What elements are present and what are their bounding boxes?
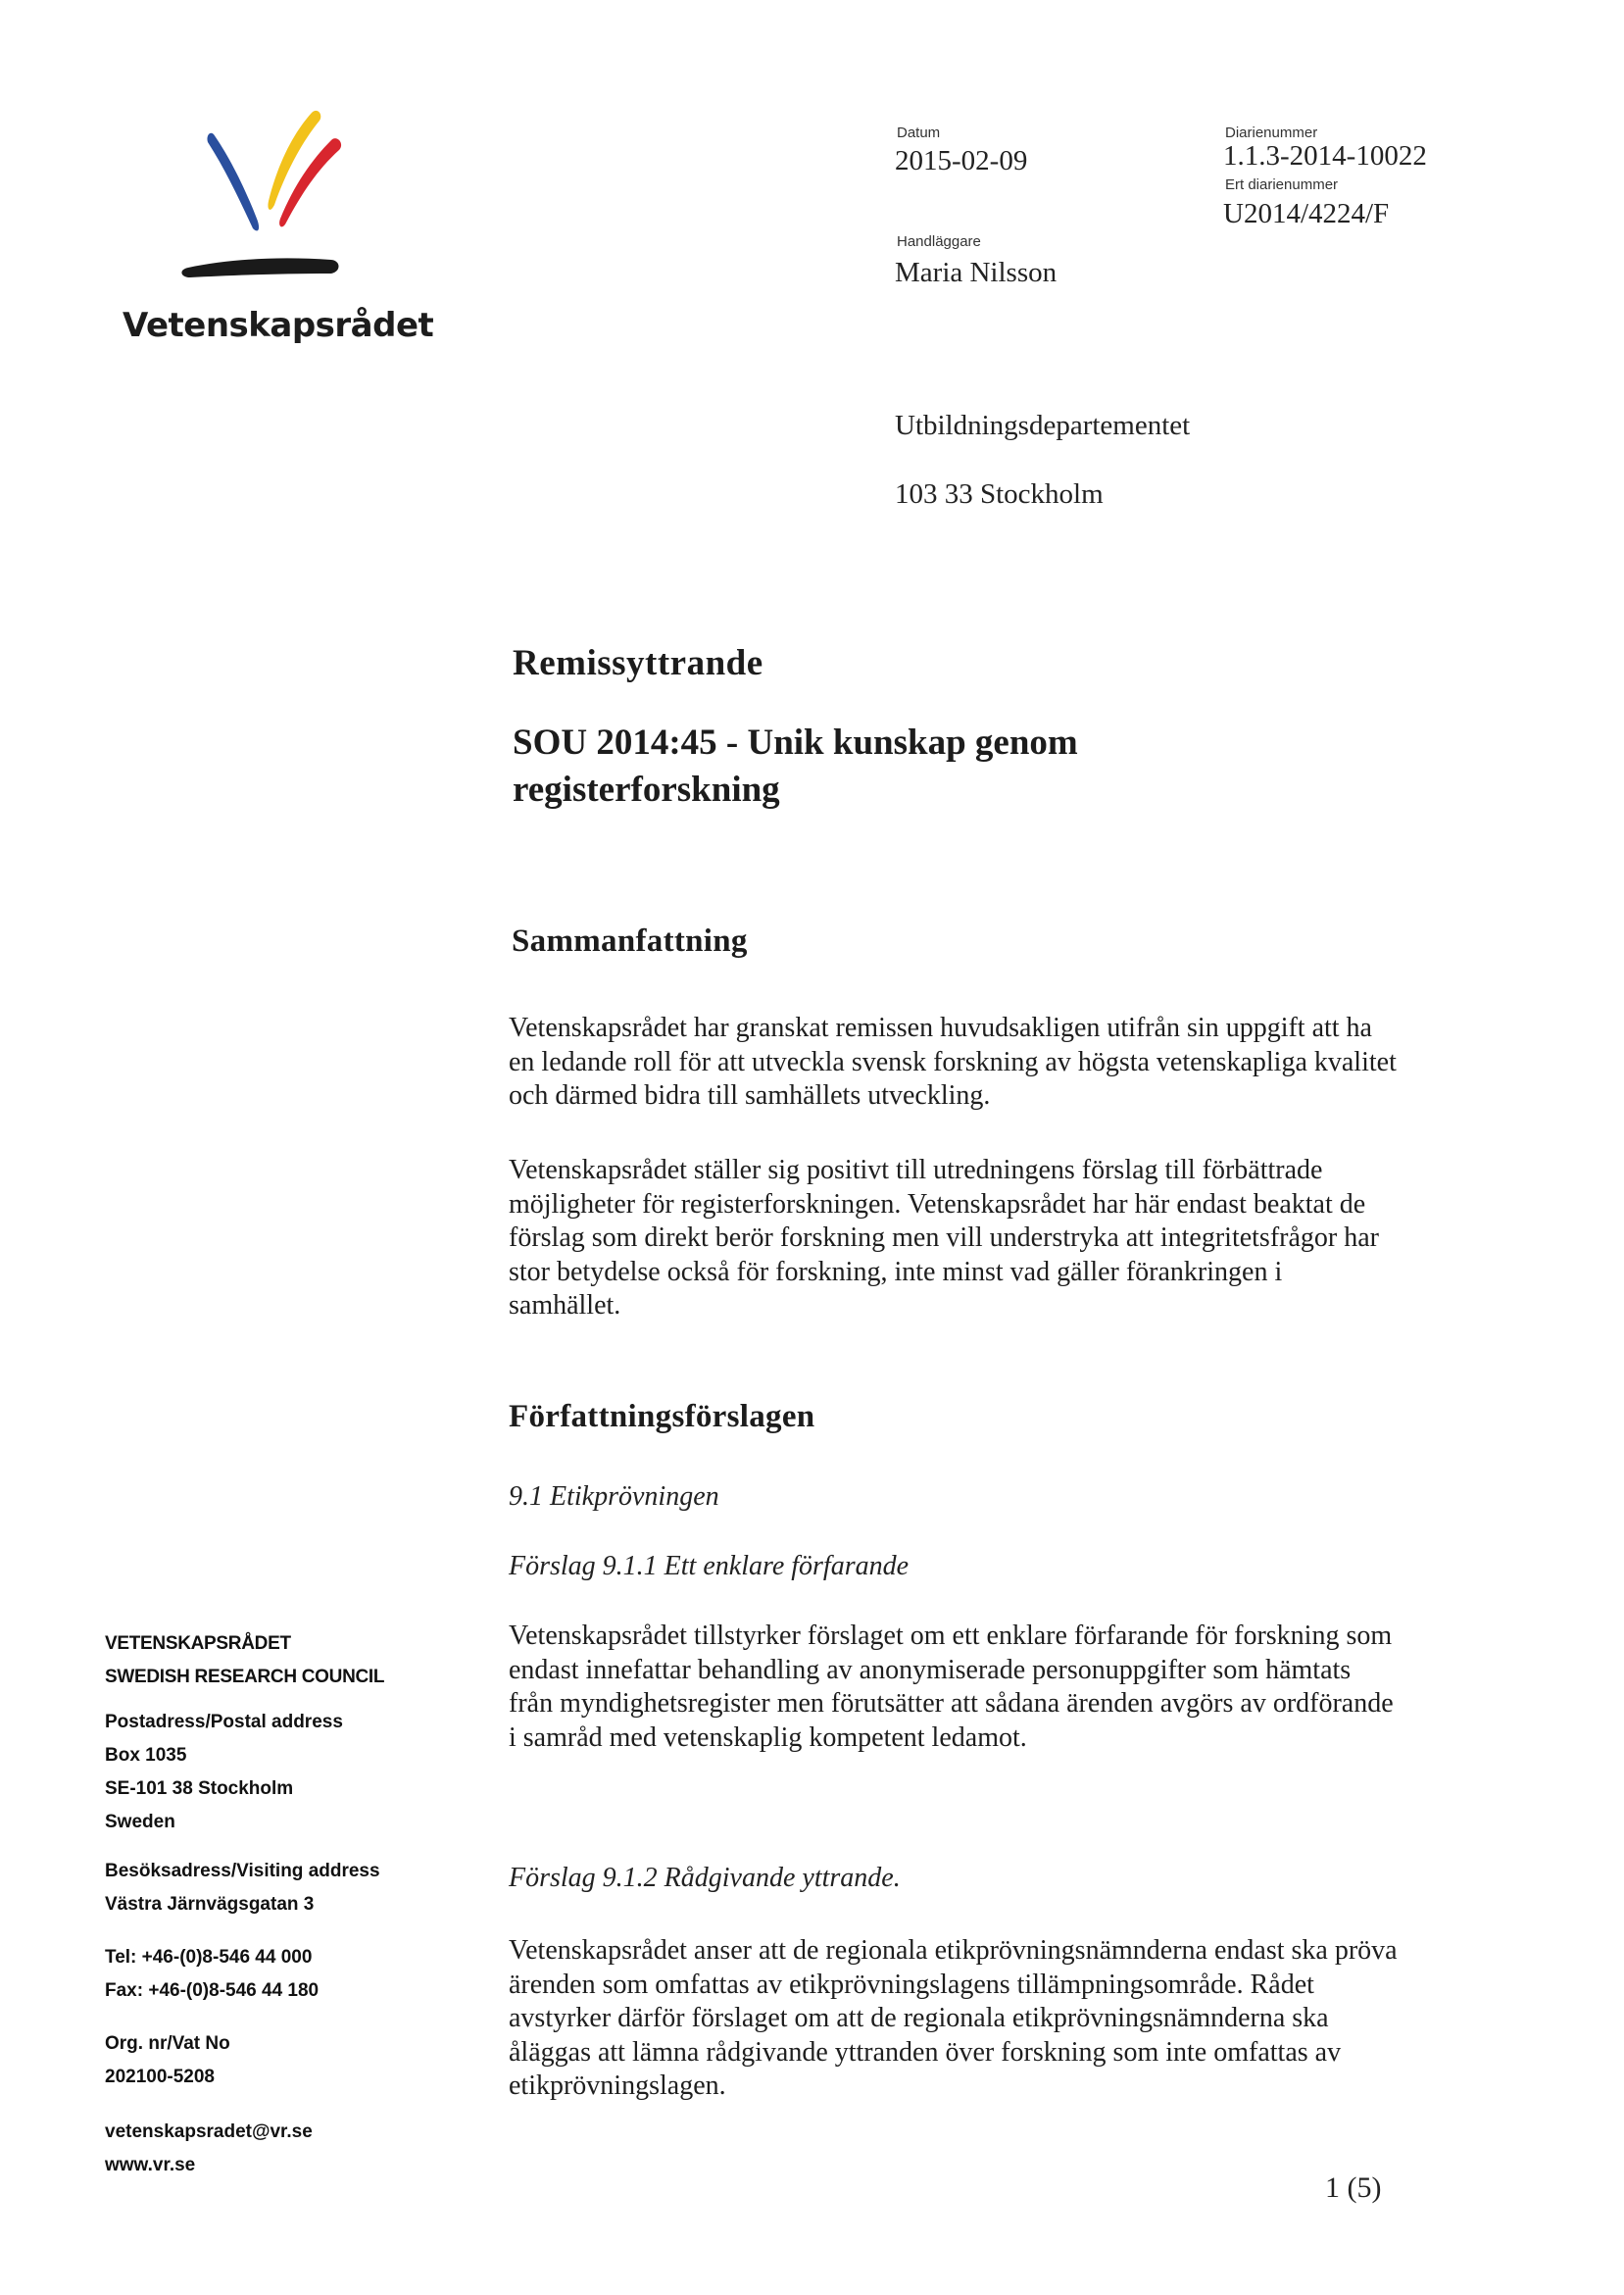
postal-line: SE-101 38 Stockholm: [105, 1778, 294, 1799]
document-subtitle: SOU 2014:45 - Unik kunskap genom registerforskning: [513, 723, 1078, 810]
datum-value: 2015-02-09: [895, 145, 1028, 176]
datum-label: Datum: [897, 125, 941, 141]
organization-logo-icon: [167, 103, 372, 284]
sidebar-org-sv: VETENSKAPSRÅDET: [105, 1633, 291, 1654]
handlaggare-value: Maria Nilsson: [895, 257, 1058, 288]
sidebar-org-en: SWEDISH RESEARCH COUNCIL: [105, 1667, 385, 1687]
subsection-heading: 9.1 Etikprövningen: [509, 1481, 719, 1512]
organization-name: Vetenskapsrådet: [123, 306, 434, 345]
sidebar-contact: [105, 1627, 384, 2182]
postal-line: Sweden: [105, 1812, 175, 1832]
org-nr-value: 202100-5208: [105, 2067, 215, 2087]
visiting-label: Besöksadress/Visiting address: [105, 1861, 380, 1881]
email-link[interactable]: vetenskapsradet@vr.se: [105, 2121, 313, 2142]
proposal-heading: Förslag 9.1.2 Rådgivande yttrande.: [509, 1863, 901, 1893]
recipient-address: 103 33 Stockholm: [895, 478, 1104, 510]
postal-label: Postadress/Postal address: [105, 1712, 343, 1732]
ert-diarienummer-value: U2014/4224/F: [1223, 198, 1390, 229]
proposal-paragraph: Vetenskapsrådet anser att de regionala etikprövningsnämnderna endast ska pröva ärenden som omfattas av etikprövningslagens tillämpningsområde. Rådet avstyrker därför förslaget om att de regionala etikprövningsnämnderna ska åläggas att lämna rådgivande yttranden över forskning som inte omfattas av etikprövningslagen.: [509, 1935, 1398, 2101]
section-heading-forfattningsforslagen: Författningsförslagen: [509, 1399, 815, 1434]
summary-paragraph: Vetenskapsrådet ställer sig positivt till utredningens förslag till förbättrade möjligheter för registerforskningen. Vetenskapsrådet har här endast beaktat de förslag som direkt berör forskning men vill understryka att integritetsfrågor har stor betydelse också för forskning, inte minst vad gäller förankringen i samhället.: [509, 1155, 1379, 1321]
fax-number: Fax: +46-(0)8-546 44 180: [105, 1980, 320, 2001]
org-nr-label: Org. nr/Vat No: [105, 2033, 230, 2054]
postal-line: Box 1035: [105, 1745, 187, 1766]
summary-paragraph: Vetenskapsrådet har granskat remissen huvudsakligen utifrån sin uppgift att ha en ledande roll för att utveckla svensk forskning av högsta vetenskapliga kvalitet och därmed bidra till samhällets utveckling.: [509, 1013, 1397, 1111]
diarienummer-value: 1.1.3-2014-10022: [1223, 140, 1427, 172]
ert-diarienummer-label: Ert diarienummer: [1225, 176, 1339, 193]
page-number: 1 (5): [1325, 2171, 1382, 2204]
section-heading-sammanfattning: Sammanfattning: [512, 923, 748, 959]
proposal-paragraph: Vetenskapsrådet tillstyrker förslaget om ett enklare förfarande för forskning som endast innefattar behandling av anonymiserade personuppgifter som hämtats från myndighetsregister men förutsätter att sådana ärenden avgörs av ordförande i samråd med vetenskaplig kompetent ledamot.: [509, 1621, 1394, 1753]
recipient-name: Utbildningsdepartementet: [895, 410, 1191, 441]
web-link[interactable]: www.vr.se: [105, 2155, 196, 2175]
phone-number: Tel: +46-(0)8-546 44 000: [105, 1947, 313, 1968]
diarienummer-label: Diarienummer: [1225, 125, 1318, 141]
proposal-heading: Förslag 9.1.1 Ett enklare förfarande: [509, 1551, 910, 1581]
document-title: Remissyttrande: [513, 643, 763, 683]
handlaggare-label: Handläggare: [897, 233, 981, 250]
visiting-line: Västra Järnvägsgatan 3: [105, 1894, 315, 1915]
